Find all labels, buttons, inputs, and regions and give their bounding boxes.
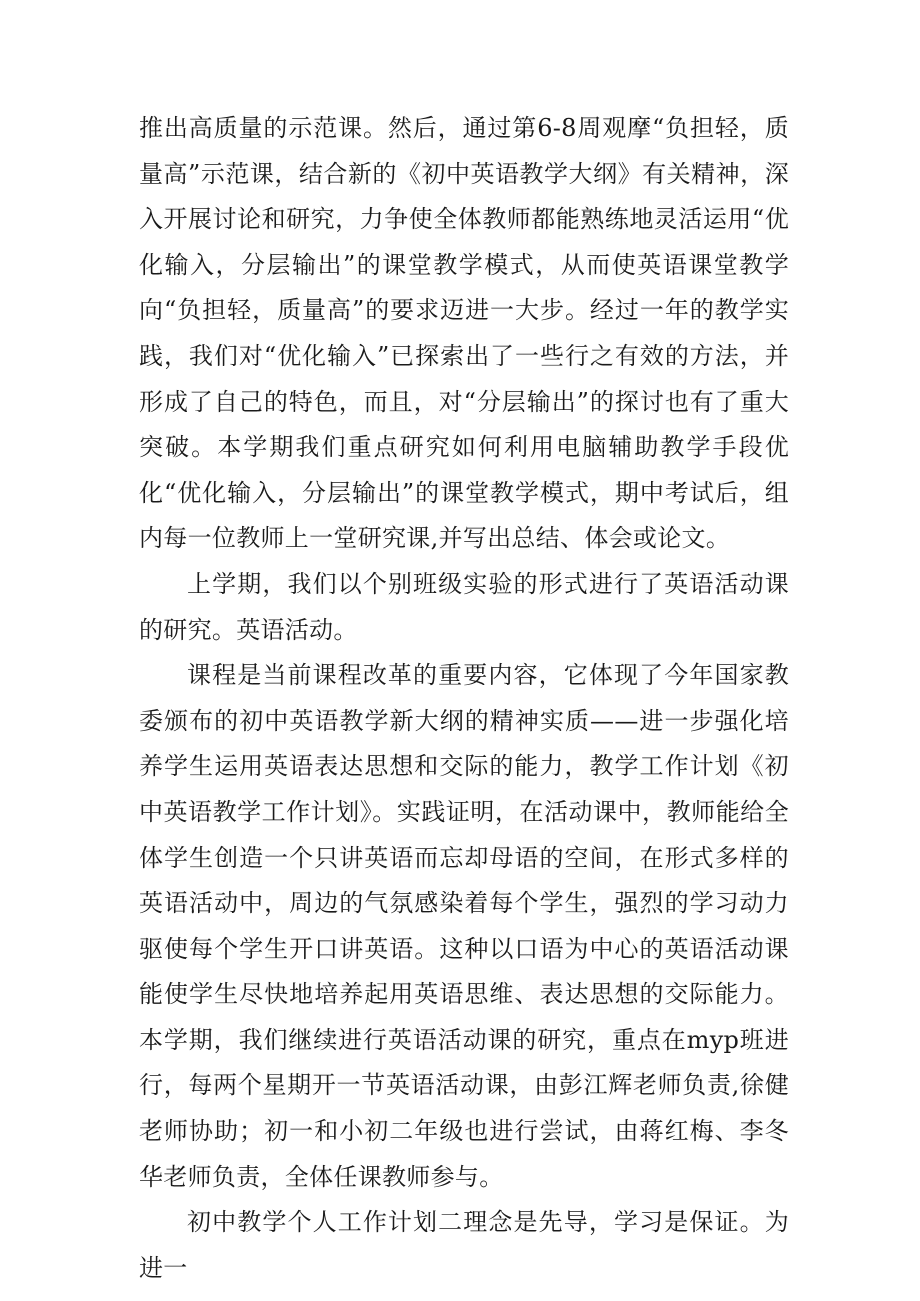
document-body [139,106,789,1291]
paragraph-3: 课程是当前课程改革的重要内容，它体现了今年国家教委颁布的初中英语教学新大纲的精神实质——进一步强化培养学生运用英语表达思想和交际的能力，教学工作计划《初中英语教学工作计划》。实践证明，在活动课中，教师能给全体学生创造一个只讲英语而忘却母语的空间，在形式多样的英语活动中，周边的气氛感染着每个学生，强烈的学习动力驱使每个学生开口讲英语。这种以口语为中心的英语活动课能使学生尽快地培养起用英语思维、表达思想的交际能力。本学期，我们继续进行英语活动课的研究，重点在myp班进行，每两个星期开一节英语活动课，由彭江辉老师负责,徐健老师协助；初一和小初二年级也进行尝试，由蒋红梅、李冬华老师负责，全体任课教师参与。 [139,661,789,1191]
paragraph-2: 上学期，我们以个别班级实验的形式进行了英语活动课的研究。英语活动。 [139,569,789,644]
paragraph-1: 推出高质量的示范课。然后，通过第6-8周观摩“负担轻，质量高”示范课，结合新的《初中英语教学大纲》有关精神，深入开展讨论和研究，力争使全体教师都能熟练地灵活运用“优化输入，分层输出”的课堂教学模式，从而使英语课堂教学向“负担轻，质量高”的要求迈进一大步。经过一年的教学实践，我们对“优化输入”已探索出了一些行之有效的方法，并形成了自己的特色，而且，对“分层输出”的探讨也有了重大突破。本学期我们重点研究如何利用电脑辅助教学手段优化“优化输入，分层输出”的课堂教学模式，期中考试后，组内每一位教师上一堂研究课,并写出总结、体会或论文。 [139,114,789,553]
paragraph-4: 初中教学个人工作计划二理念是先导，学习是保证。为进一 [139,1208,789,1282]
